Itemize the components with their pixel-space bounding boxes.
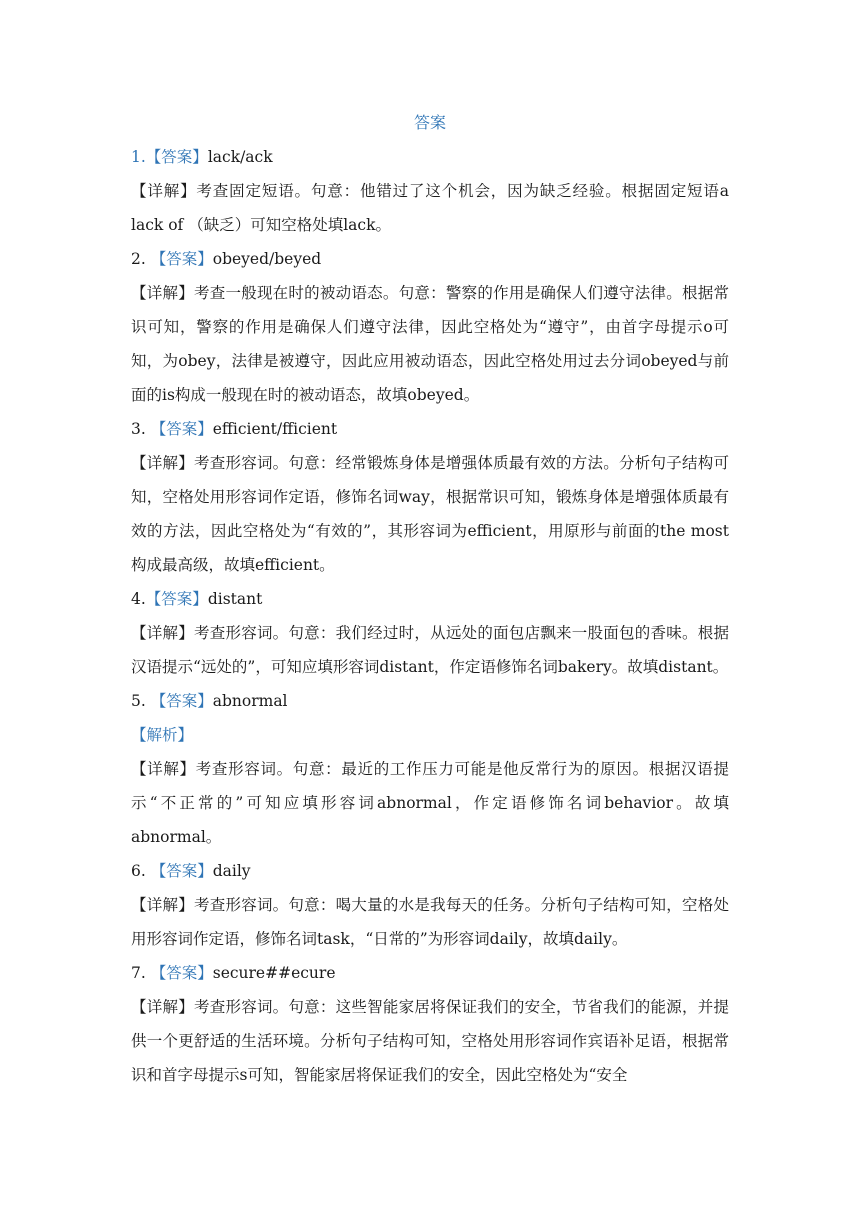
answer-tag: 【答案】: [150, 862, 213, 880]
section-title: 答案: [413, 113, 446, 132]
answer-text: lack/ack: [207, 148, 273, 166]
detail-paragraph: 【详解】考查形容词。句意：这些智能家居将保证我们的安全，节省我们的能源，并提供一个更舒适的生活环境。分析句子结构可知，空格处用形容词作宾语补足语，根据常识和首字母提示s可知，智能家居将保证我们的安全，因此空格处为“安全: [131, 998, 729, 1084]
answer-tag: 【答案】: [150, 250, 213, 268]
answer-text: obeyed/beyed: [212, 250, 322, 268]
item-number: 7.: [131, 964, 151, 982]
item-number: 1.: [131, 148, 146, 166]
detail-paragraph: 【详解】考查固定短语。句意：他错过了这个机会，因为缺乏经验。根据固定短语a lack of （缺乏）可知空格处填lack。: [131, 182, 729, 234]
answer-tag: 【答案】: [145, 148, 208, 166]
item-number: 5.: [131, 692, 151, 710]
answer-text: secure##ecure: [212, 964, 336, 982]
item-number: 6.: [131, 862, 151, 880]
detail-paragraph: 【详解】考查形容词。句意：喝大量的水是我每天的任务。分析句子结构可知，空格处用形容词作定语，修饰名词task，“日常的”为形容词daily，故填daily。: [131, 896, 729, 948]
detail-paragraph: 【详解】考查一般现在时的被动语态。句意：警察的作用是确保人们遵守法律。根据常识可知，警察的作用是确保人们遵守法律，因此空格处为“遵守”，由首字母提示o可知，为obey，法律是被遵守，因此应用被动语态，因此空格处用过去分词obeyed与前面的is构成一般现在时的被动语态，故填obeyed。: [131, 284, 729, 404]
answer-text: efficient/fficient: [212, 420, 338, 438]
answer-tag: 【答案】: [150, 692, 213, 710]
answer-text: distant: [207, 590, 263, 608]
answer-section: [131, 108, 729, 1092]
item-number: 4.: [131, 590, 146, 608]
answer-tag: 【答案】: [150, 964, 213, 982]
item-number: 3.: [131, 420, 151, 438]
answer-line: [131, 412, 729, 446]
answer-text: abnormal: [212, 692, 288, 710]
answer-line: [131, 140, 729, 174]
answer-tag: 【答案】: [150, 420, 213, 438]
detail-paragraph: 【详解】考查形容词。句意：我们经过时，从远处的面包店飘来一股面包的香味。根据汉语提示“远处的”，可知应填形容词distant，作定语修饰名词bakery。故填distant。: [131, 624, 729, 676]
answer-line: [131, 582, 729, 616]
answer-line: [131, 854, 729, 888]
detail-paragraph: 【详解】考查形容词。句意：经常锻炼身体是增强体质最有效的方法。分析句子结构可知，空格处用形容词作定语，修饰名词way，根据常识可知，锻炼身体是增强体质最有效的方法，因此空格处为“有效的”，其形容词为efficient，用原形与前面的the most构成最高级，故填efficient。: [131, 454, 729, 574]
answer-text: daily: [212, 862, 251, 880]
detail-paragraph: 【详解】考查形容词。句意：最近的工作压力可能是他反常行为的原因。根据汉语提示“不正常的”可知应填形容词abnormal，作定语修饰名词behavior。故填abnormal。: [131, 760, 729, 846]
item-number: 2.: [131, 250, 151, 268]
answer-line: [131, 684, 729, 718]
analysis-tag: 【解析】: [131, 726, 194, 744]
answer-line: [131, 956, 729, 990]
answer-line: [131, 242, 729, 276]
answer-tag: 【答案】: [145, 590, 208, 608]
